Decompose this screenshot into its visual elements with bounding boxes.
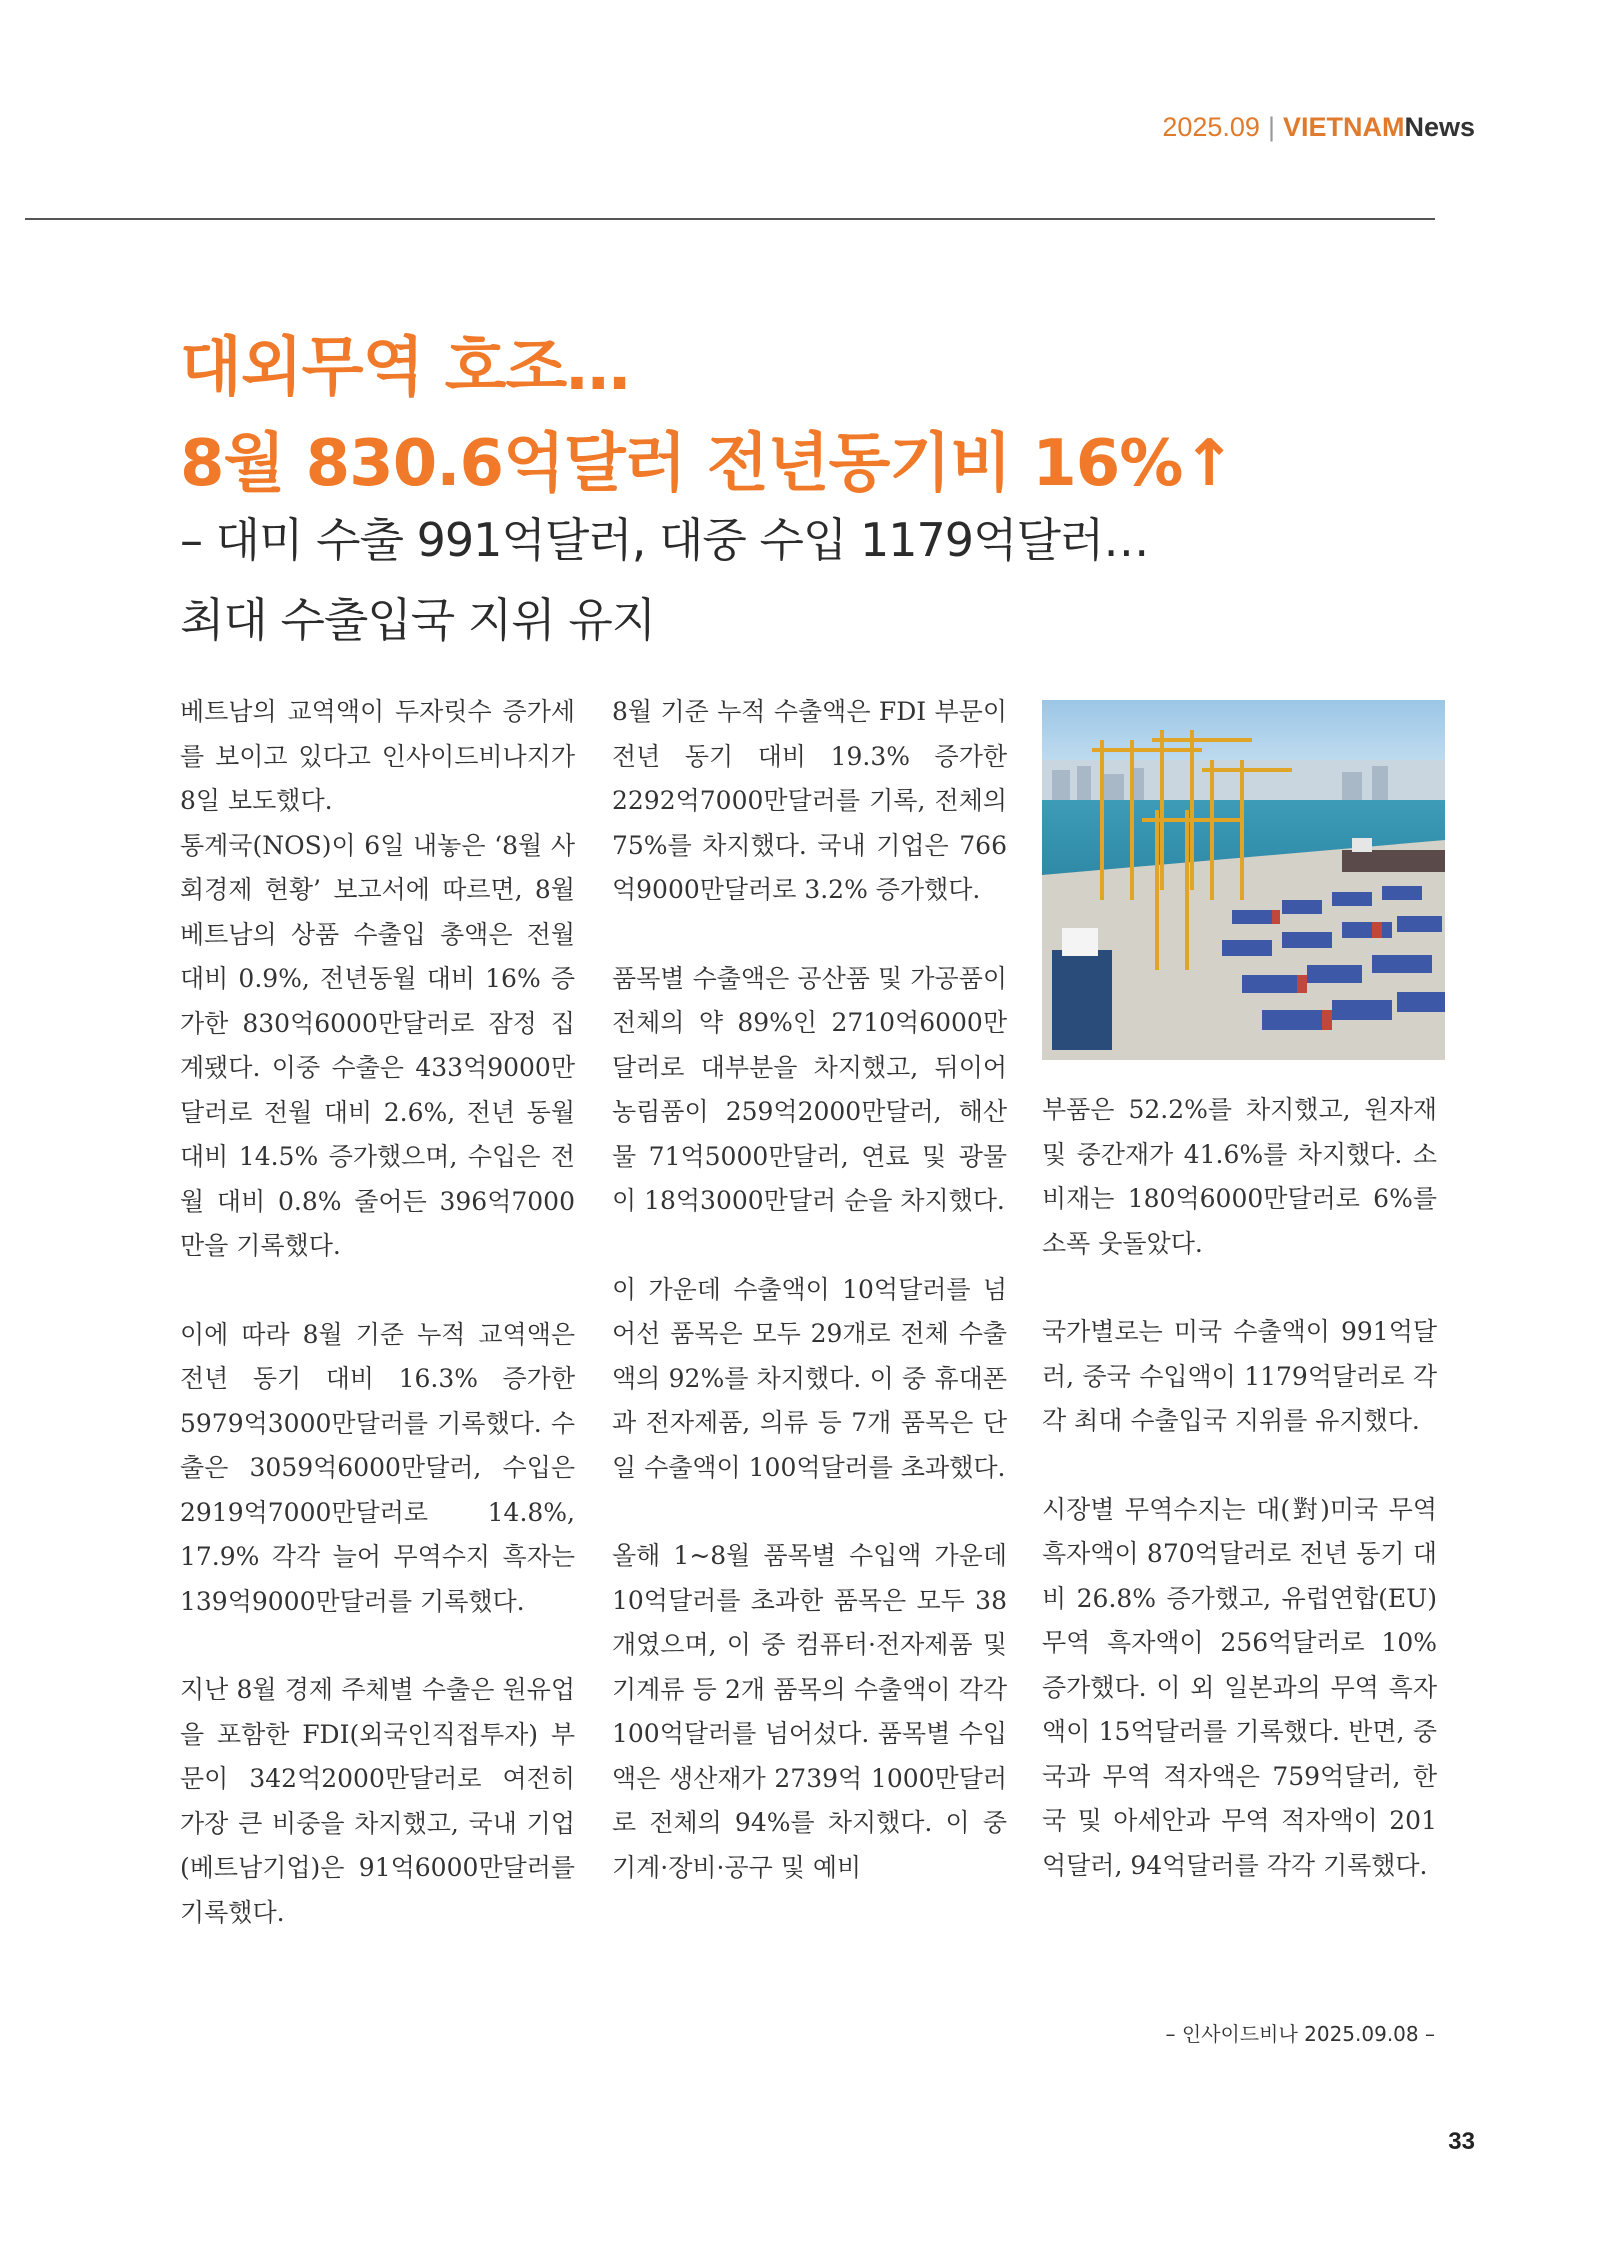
paragraph: 이 가운데 수출액이 10억달러를 넘어선 품목은 모두 29개로 전체 수출액의 92%를 차지했다. 이 중 휴대폰과 전자제품, 의류 등 7개 품목은 단일 수출액이 100억달러를 초과했다. [612,1274,1007,1482]
paragraph: 국가별로는 미국 수출액이 991억달러, 중국 수입액이 1179억달러로 각각 최대 수출입국 지위를 유지했다. [1042,1317,1437,1435]
paragraph: 지난 8월 경제 주체별 수출은 원유업을 포함한 FDI(외국인직접투자) 부문이 342억2000만달러로 여전히 가장 큰 비중을 차지했고, 국내 기업(베트남기업)은 91억6000만달러를 기록했다. [180,1675,575,1927]
article-title [180,320,1235,512]
title-line-1: 대외무역 호조… [180,331,630,405]
paragraph: 이에 따라 8월 기준 누적 교역액은 전년 동기 대비 16.3% 증가한 5979억3000만달러를 기록했다. 수출은 3059억6000만달러, 수입은 2919억7000만달러로 14.8%, 17.9% 각각 늘어 무역수지 흑자는 139억9000만달러를 기록했다. [180,1319,575,1616]
paragraph: 8월 기준 누적 수출액은 FDI 부문이 전년 동기 대비 19.3% 증가한 2292억7000만달러를 기록, 전체의 75%를 차지했다. 국내 기업은 766억9000만달러로 3.2% 증가했다. [612,697,1007,904]
subtitle-line-2: 최대 수출입국 지위 유지 [180,593,656,647]
brand-news: News [1404,112,1475,142]
title-line-2: 8월 830.6억달러 전년동기비 16%↑ [180,427,1236,501]
header-separator: | [1267,112,1275,142]
column-2 [612,690,1007,1890]
header-rule [25,218,1435,220]
paragraph: 통계국(NOS)이 6일 내놓은 ‘8월 사회경제 현황’ 보고서에 따르면, 8월 베트남의 상품 수출입 총액은 전월 대비 0.9%, 전년동월 대비 16% 증가한 830억6000만달러로 잠정 집계됐다. 이중 수출은 433억9000만달러로 전월 대비 2.6%, 전년 동월 대비 14.5% 증가했으며, 수입은 전월 대비 0.8% 줄어든 396억7000만을 기록했다. [180,830,575,1260]
page-number: 33 [1448,2128,1475,2155]
paragraph: 베트남의 교역액이 두자릿수 증가세를 보이고 있다고 인사이드비나지가 8일 보도했다. [180,697,575,815]
brand-vietnam: VIETNAM [1282,112,1405,142]
article-subtitle [180,500,1148,660]
column-3 [1042,1088,1437,1888]
port-photo [1042,700,1445,1060]
paragraph: 올해 1~8월 품목별 수입액 가운데 10억달러를 초과한 품목은 모두 38개였으며, 이 중 컴퓨터·전자제품 및 기계류 등 2개 품목의 수출액이 각각 100억달러를 넘어섰다. 품목별 수입액은 생산재가 2739억 1000만달러로 전체의 94%를 차지했다. 이 중 기계·장비·공구 및 예비 [612,1541,1007,1882]
subtitle-line-1: – 대미 수출 991억달러, 대중 수입 1179억달러… [180,513,1149,567]
paragraph: 품목별 수출액은 공산품 및 가공품이 전체의 약 89%인 2710억6000만달러로 대부분을 차지했고, 뒤이어 농림품이 259억2000만달러, 해산물 71억5000만달러, 연료 및 광물이 18억3000만달러 순을 차지했다. [612,963,1007,1215]
issue-date: 2025.09 [1162,112,1260,142]
article-source: – 인사이드비나 2025.09.08 – [1165,2022,1435,2046]
column-1 [180,690,575,1935]
page-header [1162,112,1475,143]
paragraph: 부품은 52.2%를 차지했고, 원자재 및 중간재가 41.6%를 차지했다. 소비재는 180억6000만달러로 6%를 소폭 웃돌았다. [1042,1095,1437,1258]
paragraph: 시장별 무역수지는 대(對)미국 무역 흑자액이 870억달러로 전년 동기 대비 26.8% 증가했고, 유럽연합(EU) 무역 흑자액이 256억달러로 10% 증가했다. 이 외 일본과의 무역 흑자액이 15억달러를 기록했다. 반면, 중국과 무역 적자액은 759억달러, 한국 및 아세안과 무역 적자액이 201억달러, 94억달러를 각각 기록했다. [1042,1494,1437,1880]
